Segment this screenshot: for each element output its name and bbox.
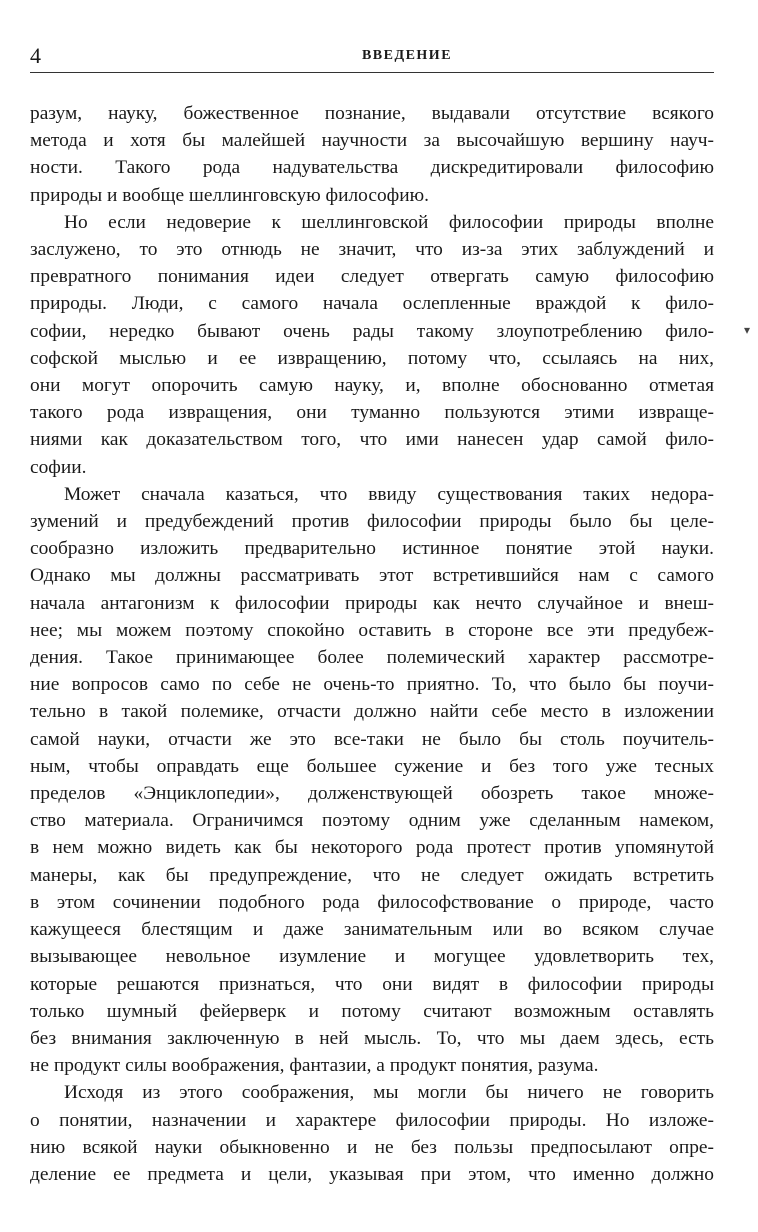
text-line: только шумный фейерверк и потому считают возможным оставлять: [30, 1000, 714, 1022]
text-line: ности. Такого рода надувательства дискредитировали философию: [30, 157, 714, 179]
text-line: не продукт силы воображения, фантазии, а продукт понятия, разума.: [30, 1055, 599, 1077]
text-line: софии.: [30, 456, 87, 478]
text-line: сообразно изложить предварительно истинное понятие этой науки.: [30, 538, 714, 560]
text-line: деление ее предмета и цели, указывая при этом, что именно должно: [30, 1163, 714, 1185]
text-line: о понятии, назначении и характере философии природы. Но изложе-: [30, 1109, 714, 1131]
text-line: они могут опорочить самую науку, и, вполне обоснованно отметая: [30, 375, 714, 397]
text-line: начала антагонизм к философии природы как нечто случайное и внеш-: [30, 592, 714, 614]
text-line: нее; мы можем поэтому спокойно оставить в стороне все эти предубеж-: [30, 619, 714, 641]
text-line: Может сначала казаться, что ввиду существования таких недора-: [64, 483, 714, 505]
text-line: в этом сочинении подобного рода философствование о природе, часто: [30, 891, 714, 913]
text-line: манеры, как бы предупреждение, что не следует ожидать встретить: [30, 864, 714, 886]
text-line: зумений и предубеждений против философии природы было бы целе-: [30, 511, 714, 533]
page-header: [30, 42, 714, 73]
paragraph-3: [30, 481, 714, 1079]
text-line: дения. Такое принимающее более полемический характер рассмотре-: [30, 647, 714, 669]
text-line: самой науки, отчасти же это все-таки не было бы столь поучитель-: [30, 728, 714, 750]
text-line: в нем можно видеть как бы некоторого рода протест против упомянутой: [30, 837, 714, 859]
text-line: ство материала. Ограничимся поэтому одним уже сделанным намеком,: [30, 810, 714, 832]
text-line: Исходя из этого соображения, мы могли бы ничего не говорить: [64, 1082, 714, 1104]
text-line: Но если недоверие к шеллинговской философии природы вполне: [64, 211, 714, 233]
text-line: софской мыслью и ее извращению, потому что, ссылаясь на них,: [30, 347, 714, 369]
text-line: тельно в такой полемике, отчасти должно найти себе место в изложении: [30, 701, 714, 723]
text-line: ние вопросов само по себе не очень-то приятно. То, что было бы поучи-: [30, 674, 714, 696]
running-head: ВВЕДЕНИЕ: [361, 48, 453, 63]
text-line: без внимания заключенную в ней мысль. То, что мы даем здесь, есть: [30, 1027, 714, 1049]
text-line: софии, нередко бывают очень рады такому злоупотреблению фило-: [30, 320, 714, 342]
page-number: 4: [30, 43, 41, 68]
text-line: пределов «Энциклопедии», долженствующей обозреть такое множе-: [30, 783, 714, 805]
text-line: такого рода извращения, они туманно пользуются этими извраще-: [30, 402, 714, 424]
text-line: природы и вообще шеллинговскую философию.: [30, 184, 429, 206]
paragraph-2: [30, 209, 714, 481]
text-line: ным, чтобы оправдать еще большее сужение и без того уже тесных: [30, 755, 714, 777]
paragraph-1: [30, 100, 714, 209]
text-line: нию всякой науки обыкновенно и не без пользы предпосылают опре-: [30, 1136, 714, 1158]
text-line: которые решаются признаться, что они видят в философии природы: [30, 973, 714, 995]
text-line: превратного понимания идеи следует отвергать самую философию: [30, 266, 714, 288]
text-line: природы. Люди, с самого начала ослепленные враждой к фило-: [30, 293, 714, 315]
text-line: заслужено, то это отнюдь не значит, что из-за этих заблуждений и: [30, 239, 714, 261]
text-line: ниями как доказательством того, что ими нанесен удар самой фило-: [30, 429, 714, 451]
text-line: вызывающее невольное изумление и могущее удовлетворить тех,: [30, 946, 714, 968]
margin-mark: ▾: [744, 323, 751, 337]
text-line: разум, науку, божественное познание, выдавали отсутствие всякого: [30, 103, 714, 124]
text-line: Однако мы должны рассматривать этот встретившийся нам с самого: [30, 565, 714, 587]
text-line: кажущееся блестящим и даже занимательным или во всяком случае: [30, 919, 714, 941]
paragraph-4: [30, 1079, 714, 1188]
text-line: метода и хотя бы малейшей научности за высочайшую вершину науч-: [30, 130, 714, 152]
body-text: [30, 100, 714, 1188]
